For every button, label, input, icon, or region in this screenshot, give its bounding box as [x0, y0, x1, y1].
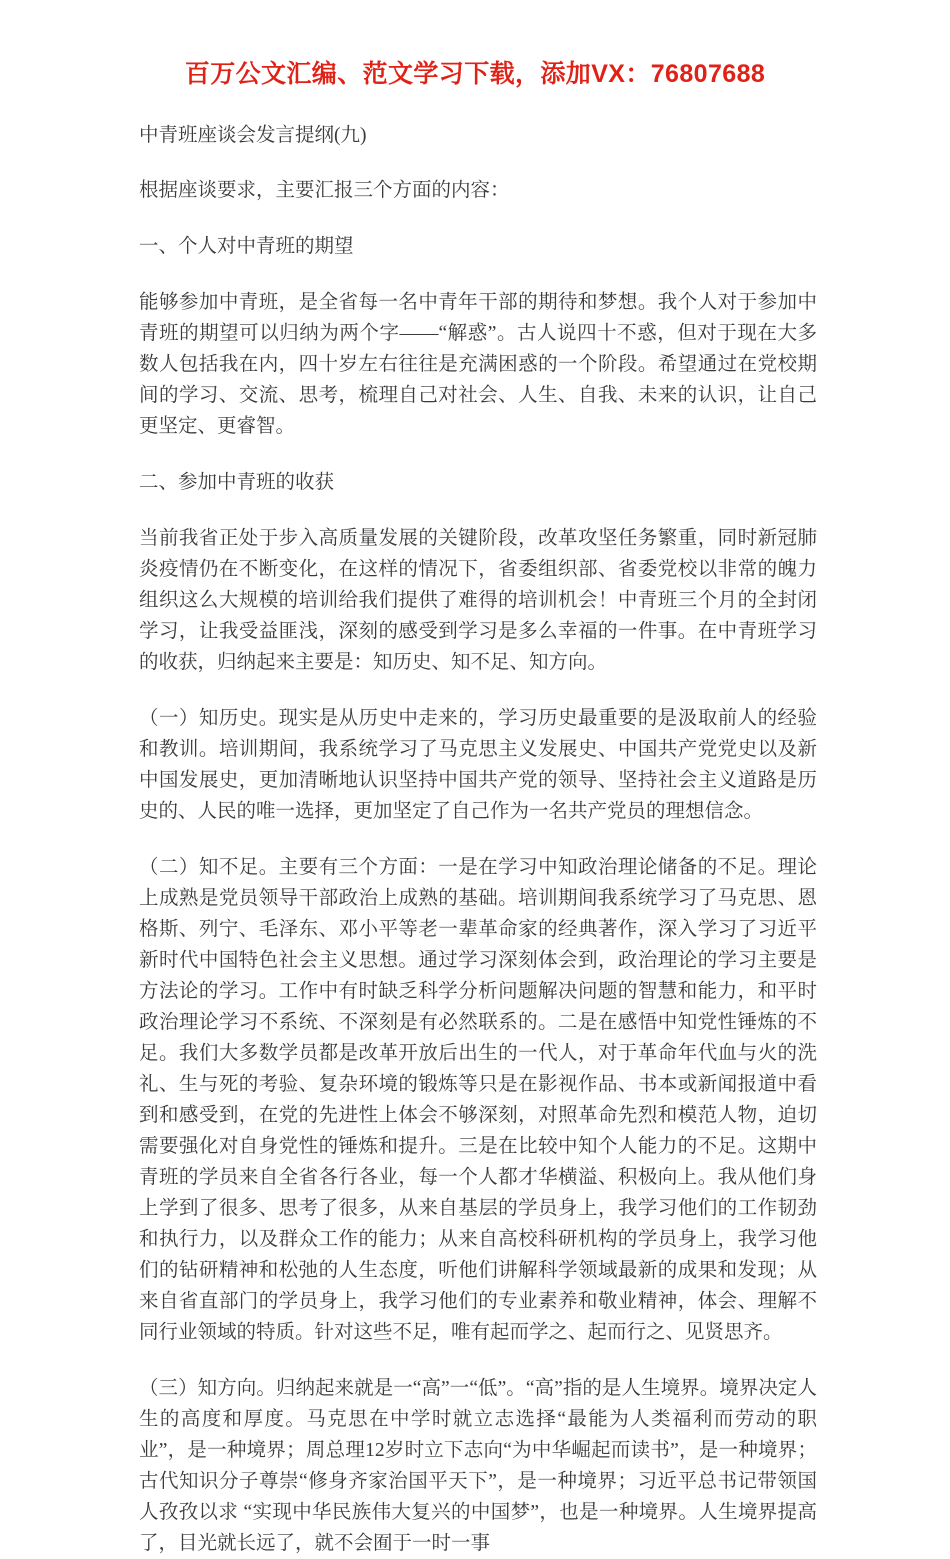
document-body: [139, 120, 817, 1559]
section-2-subsection-2: （二）知不足。主要有三个方面：一是在学习中知政治理论储备的不足。理论上成熟是党员领导干部政治上成熟的基础。培训期间我系统学习了马克思、恩格斯、列宁、毛泽东、邓小平等老一辈革命家的经典著作，深入学习了习近平新时代中国特色社会主义思想。通过学习深刻体会到，政治理论的学习主要是方法论的学习。工作中有时缺乏科学分析问题解决问题的智慧和能力，和平时政治理论学习不系统、不深刻是有必然联系的。二是在感悟中知党性锤炼的不足。我们大多数学员都是改革开放后出生的一代人，对于革命年代血与火的洗礼、生与死的考验、复杂环境的锻炼等只是在影视作品、书本或新闻报道中看到和感受到，在党的先进性上体会不够深刻，对照革命先烈和模范人物，迫切需要强化对自身党性的锤炼和提升。三是在比较中知个人能力的不足。这期中青班的学员来自全省各行各业，每一个人都才华横溢、积极向上。我从他们身上学到了很多、思考了很多，从来自基层的学员身上，我学习他们的工作韧劲和执行力，以及群众工作的能力；从来自高校科研机构的学员身上，我学习他们的钻研精神和松弛的人生态度，听他们讲解科学领域最新的成果和发现；从来自省直部门的学员身上，我学习他们的专业素养和敬业精神，体会、理解不同行业领域的特质。针对这些不足，唯有起而学之、起而行之、见贤思齐。: [139, 857, 817, 1343]
promo-banner: [0, 62, 950, 87]
section-heading-1: 一、个人对中青班的期望: [139, 236, 354, 257]
section-heading-2: 二、参加中青班的收获: [139, 472, 335, 493]
section-2-subsection-1: （一）知历史。现实是从历史中走来的，学习历史最重要的是汲取前人的经验和教训。培训期间，我系统学习了马克思主义发展史、中国共产党党史以及新中国发展史，更加清晰地认识坚持中国共产党的领导、坚持社会主义道路是历史的、人民的唯一选择，更加坚定了自己作为一名共产党员的理想信念。: [139, 708, 817, 822]
section-1-paragraph-1: 能够参加中青班，是全省每一名中青年干部的期待和梦想。我个人对于参加中青班的期望可以归纳为两个字——“解惑”。古人说四十不惑，但对于现在大多数人包括我在内，四十岁左右往往是充满困惑的一个阶段。希望通过在党校期间的学习、交流、思考，梳理自己对社会、人生、自我、未来的认识，让自己更坚定、更睿智。: [139, 292, 817, 437]
promo-banner-text: 百万公文汇编、范文学习下载，添加VX：76807688: [184, 60, 766, 88]
document-title: 中青班座谈会发言提纲(九): [139, 125, 367, 146]
section-2-paragraph-1: 当前我省正处于步入高质量发展的关键阶段，改革攻坚任务繁重，同时新冠肺炎疫情仍在不断变化，在这样的情况下，省委组织部、省委党校以非常的魄力组织这么大规模的培训给我们提供了难得的培训机会！中青班三个月的全封闭学习，让我受益匪浅，深刻的感受到学习是多么幸福的一件事。在中青班学习的收获，归纳起来主要是：知历史、知不足、知方向。: [139, 528, 817, 673]
lead-paragraph: 根据座谈要求，主要汇报三个方面的内容：: [139, 180, 510, 201]
section-2-subsection-3: （三）知方向。归纳起来就是一“高”一“低”。“高”指的是人生境界。境界决定人生的高度和厚度。马克思在中学时就立志选择“最能为人类福利而劳动的职业”，是一种境界；周总理12岁时立下志向“为中华崛起而读书”，是一种境界；古代知识分子尊崇“修身齐家治国平天下”，是一种境界；习近平总书记带领国人孜孜以求 “实现中华民族伟大复兴的中国梦”，也是一种境界。人生境界提高了，目光就长远了，就不会囿于一时一事: [139, 1378, 817, 1554]
